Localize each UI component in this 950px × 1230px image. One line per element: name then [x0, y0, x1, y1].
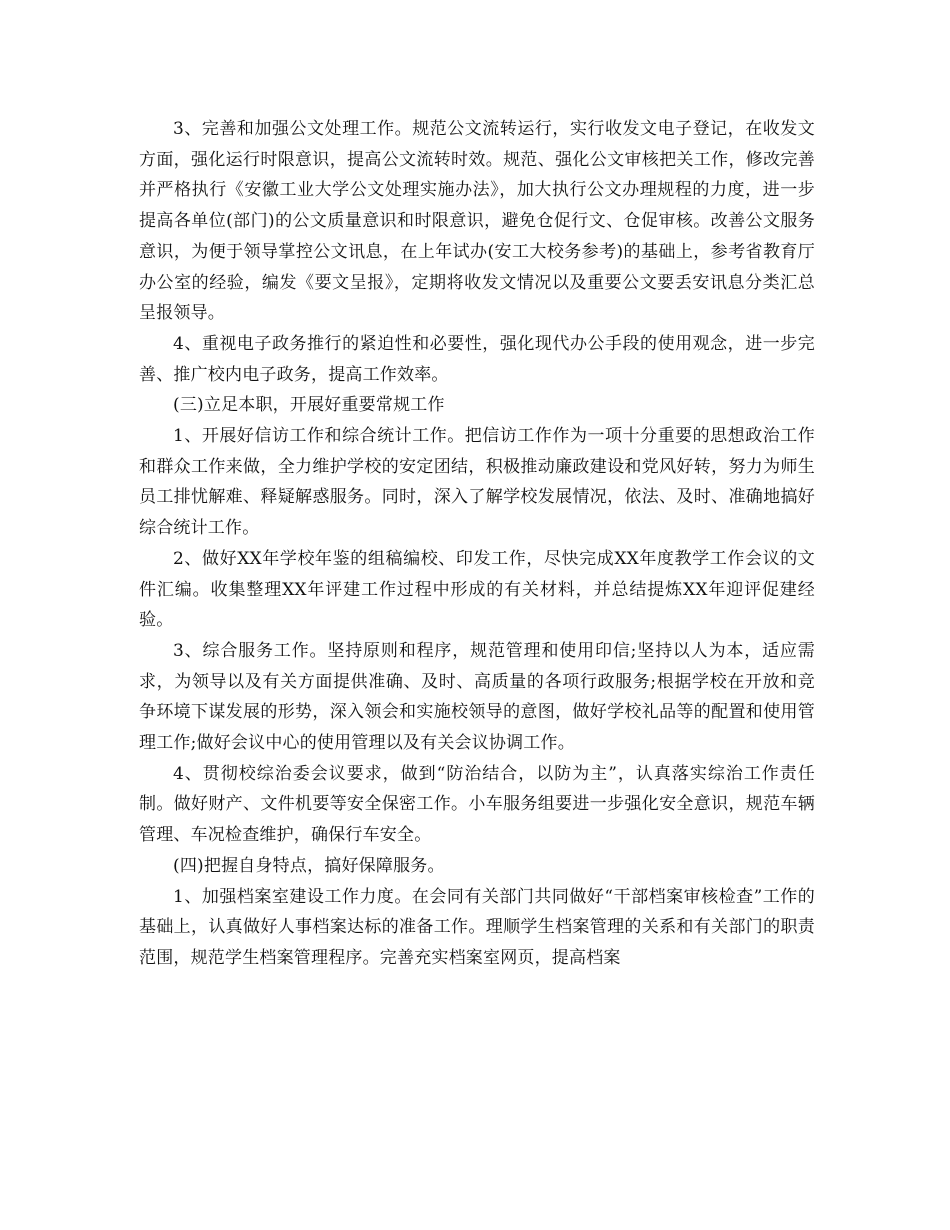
paragraph-yearbook: 2、做好XX年学校年鉴的组稿编校、印发工作，尽快完成XX年度教学工作会议的文件汇编。收集整理XX年评建工作过程中形成的有关材料，并总结提炼XX年迎评促建经验。 — [139, 548, 815, 631]
paragraph-comprehensive-service: 3、综合服务工作。坚持原则和程序，规范管理和使用印信;坚持以人为本，适应需求，为领导以及有关方面提供准确、及时、高质量的各项行政服务;根据学校在开放和竞争环境下谋发展的形势，深入领会和实施校领导的意图，做好学校礼品等的配置和使用管理工作;做好会议中心的使用管理以及有关会议协调工作。 — [139, 640, 815, 754]
paragraph-e-government: 4、重视电子政务推行的紧迫性和必要性，强化现代办公手段的使用观念，进一步完善、推广校内电子政务，提高工作效率。 — [139, 333, 815, 385]
paragraph-petitions-statistics: 1、开展好信访工作和综合统计工作。把信访工作作为一项十分重要的思想政治工作和群众工作来做，全力维护学校的安定团结，积极推动廉政建设和党风好转，努力为师生员工排忧解难、释疑解惑服务。同时，深入了解学校发展情况，依法、及时、准确地搞好综合统计工作。 — [139, 426, 815, 539]
section-heading-support-services: (四)把握自身特点，搞好保障服务。 — [173, 855, 445, 876]
paragraph-archives: 1、加强档案室建设工作力度。在会同有关部门共同做好“干部档案审核检查”工作的基础上，认真做好人事档案达标的准备工作。理顺学生档案管理的关系和有关部门的职责范围，规范学生档案管理程序。完善充实档案室网页，提高档案 — [139, 886, 815, 968]
section-heading-routine-work: (三)立足本职，开展好重要常规工作 — [173, 395, 445, 416]
document-page — [139, 114, 815, 974]
paragraph-official-document-handling: 3、完善和加强公文处理工作。规范公文流转运行，实行收发文电子登记，在收发文方面，强化运行时限意识，提高公文流转时效。规范、强化公文审核把关工作，修改完善并严格执行《安徽工业大学公文处理实施办法》，加大执行公文办理规程的力度，进一步提高各单位(部门)的公文质量意识和时限意识，避免仓促行文、仓促审核。改善公文服务意识，为便于领导掌控公文讯息，在上年试办(安工大校务参考)的基础上，参考省教育厅办公室的经验，编发《要文呈报》，定期将收发文情况以及重要公文要丢安讯息分类汇总呈报领导。 — [139, 119, 815, 324]
paragraph-security: 4、贯彻校综治委会议要求，做到“防治结合，以防为主”，认真落实综治工作责任制。做好财产、文件机要等安全保密工作。小车服务组要进一步强化安全意识，规范车辆管理、车况检查维护，确保行车安全。 — [139, 763, 815, 846]
